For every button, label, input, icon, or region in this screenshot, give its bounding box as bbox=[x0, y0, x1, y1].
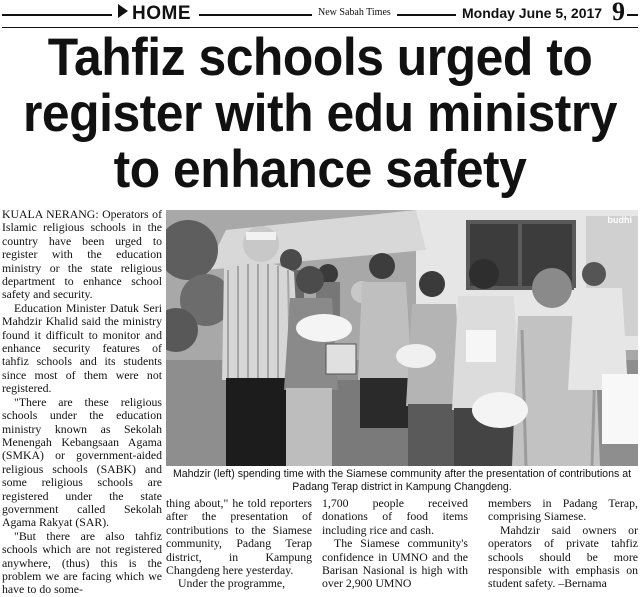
headline-line-2: register with edu ministry bbox=[22, 84, 618, 143]
section-label bbox=[112, 2, 199, 26]
issue-date: Monday June 5, 2017 bbox=[456, 3, 608, 23]
photo-caption: Mahdzir (left) spending time with the Siamese community after the presentation of contributions at Padang Terap district in Kampung Changdeng. bbox=[172, 468, 632, 493]
triangle-marker-icon bbox=[118, 4, 128, 18]
paragraph: KUALA NERANG: Operators of Islamic religious schools in the country have been urged to register with the education ministry or the state religious department to enhance school safety and security. bbox=[2, 207, 162, 302]
newspaper-name: New Sabah Times bbox=[312, 6, 397, 20]
article-column-3 bbox=[322, 497, 468, 591]
article-column-1 bbox=[2, 208, 162, 597]
page-number: 9 bbox=[604, 0, 627, 26]
news-photo bbox=[166, 210, 638, 466]
headline-line-3: to enhance safety bbox=[113, 140, 527, 199]
photo-illustration bbox=[166, 210, 638, 466]
paragraph: The Siamese community's confidence in UMNO and the Barisan Nasional is high with over 2,900 UMNO bbox=[322, 536, 468, 591]
section-name: HOME bbox=[132, 3, 191, 24]
article-column-2 bbox=[166, 497, 312, 591]
paragraph: members in Padang Terap, comprising Siamese. bbox=[488, 496, 638, 524]
paragraph: Mahdzir said owners or operators of private tahfiz schools should be more responsible with emphasis on student safety. –Bernama bbox=[488, 522, 638, 591]
paragraph: Under the programme, bbox=[178, 576, 286, 591]
headline-line-1: Tahfiz schools urged to bbox=[47, 28, 593, 87]
photo-credit: budhi bbox=[607, 215, 632, 225]
paragraph: thing about," he told reporters after the presentation of contributions to the Siamese community, Padang Terap district, in Kampung Changdeng here yesterday. bbox=[166, 496, 312, 578]
article-column-4 bbox=[488, 497, 638, 591]
page-header bbox=[0, 0, 640, 30]
headline bbox=[19, 30, 621, 198]
paragraph: "There are these religious schools under the education ministry known as Sekolah Menengah Kebangsaan Agama (SMKA) or government-aided religious schools (SABK) and some religious schools are registered under the state government called Sekolah Agama Rakyat (SAR). bbox=[2, 394, 162, 530]
paragraph: Education Minister Datuk Seri Mahdzir Khalid said the ministry found it difficult to monitor and enhance security features of tahfiz schools and its students since most of them were not registered. bbox=[2, 300, 162, 396]
paragraph: "But there are also tahfiz schools which are not registered anywhere, (thus) this is the problem we are facing which we have to do some- bbox=[2, 528, 162, 597]
paragraph: 1,700 people received donations of food items including rice and cash. bbox=[322, 496, 468, 537]
